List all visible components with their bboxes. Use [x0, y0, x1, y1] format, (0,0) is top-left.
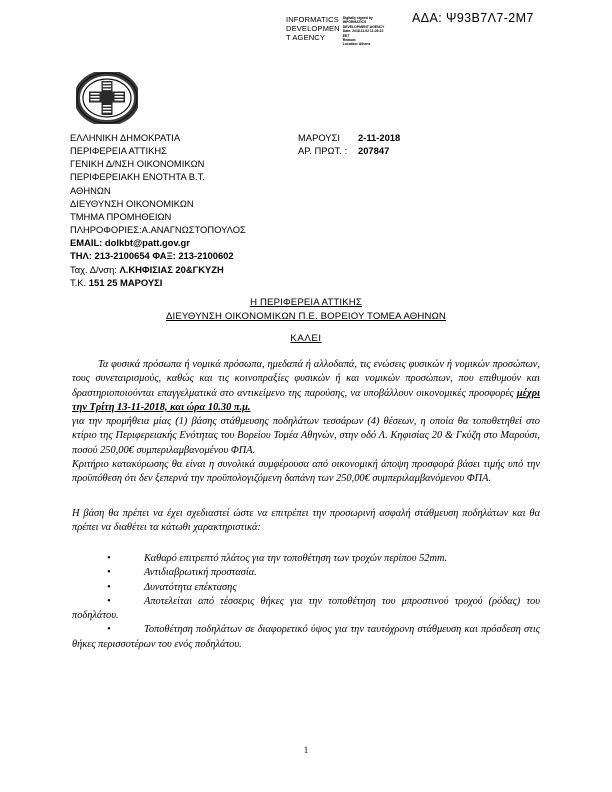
address-label: Ταχ. Δ/νση: [70, 263, 117, 275]
para1-part1: Τα φυσικά πρόσωπα ή νομικά πρόσωπα, ημεδαπά ή αλλοδαπά, τις ενώσεις φυσικών ή νομικών προσώπων, τους συνεταιρισμούς, καθώς και τις κοινοπραξίες φυσικών ή και νομικών προσώπων, που επιθυμούν και δραστηριοποιούνται επαγγελματικά στο αντικείμενο της παρούσης, να υποβάλλουν οικονομικές προσφορές [72, 359, 540, 399]
authority-line: ΑΘΗΝΩΝ [70, 184, 111, 196]
list-item-text: Τοποθέτηση ποδηλάτων σε διαφορετικό ύψος για την ταυτόχρονη στάθμευση και πρόσδεση στις θήκες περισσοτέρων του ενός ποδηλάτου. [72, 624, 540, 650]
list-item [72, 566, 540, 580]
document-date: 2-11-2018 [358, 132, 401, 143]
invites-heading [0, 333, 612, 344]
contact-person-line: ΠΛΗΡΟΦΟΡΙΕΣ:Α.ΑΝΑΓΝΩΣΤΟΠΟΥΛΟΣ [70, 224, 246, 236]
phone-fax-line [70, 249, 298, 262]
heading-line-1-text: Η ΠΕΡΙΦΕΡΕΙΑ ΑΤΤΙΚΗΣ [250, 297, 362, 308]
fax-value: 213-2100602 [178, 250, 234, 262]
list-item-text: Αντιδιαβρωτική προστασία. [144, 567, 257, 579]
specification-list [72, 552, 540, 652]
invites-heading-text: ΚΑΛΕΙ [290, 333, 322, 344]
ada-code: ΑΔΑ: Ψ93Β7Λ7-2Μ7 [412, 11, 534, 25]
authority-line: ΓΕΝΙΚΗ Δ/ΝΣΗ ΟΙΚΟΝΟΜΙΚΩΝ [70, 158, 205, 170]
list-item-text: Αποτελείται από τέσσερις θήκες για την τοποθέτηση του μπροστινού τροχού (ρόδας) του ποδηλάτου. [72, 595, 540, 622]
letterhead [70, 131, 550, 289]
fax-label: ΦΑΞ: [152, 250, 176, 262]
specification-paragraph: Η βάση θα πρέπει να έχει σχεδιαστεί ώστε να επιτρέπει την προσωρινή ασφαλή στάθμευση ποδηλάτων και θα πρέπει να διαθέτει τα κάτωθι χαρακτηριστικά: [72, 508, 540, 534]
authority-line: ΕΛΛΗΝΙΚΗ ΔΗΜΟΚΡΑΤΙΑ [70, 132, 181, 143]
list-item-text: Δυνατότητα επέκτασης [144, 581, 237, 593]
page-number: 1 [303, 745, 309, 755]
city-label: ΜΑΡΟΥΣΙ [298, 132, 340, 143]
protocol-line [298, 144, 400, 157]
ida-logo-line1: INFORMATICS [286, 15, 339, 24]
bullet-marker-icon: • [107, 595, 111, 607]
bullet-marker-icon: • [107, 567, 111, 579]
address-value: Λ.ΚΗΦΙΣΙΑΣ 20&ΓΚΥΖΗ [119, 263, 224, 275]
list-item [72, 595, 540, 624]
email-value: dolkbt@patt.gov.gr [104, 237, 190, 249]
heading-line-1 [0, 296, 612, 310]
ida-logo-line3: T AGENCY [286, 33, 326, 43]
ida-logo-text [286, 15, 340, 42]
date-protocol-block [298, 131, 400, 157]
para1-part3: Κριτήριο κατακύρωσης θα είναι η συνολικά συμφέρουσα από οικονομική άποψη προσφορά βάσει τιμής υπό την προϋπόθεση ότι δεν ξεπερνά την προϋπολογιζόμενη δαπάνη των 250,00€ συμπεριλαμβανόμενου ΦΠΑ. [72, 459, 540, 485]
authority-line: ΤΜΗΜΑ ΠΡΟΜΗΘΕΙΩΝ [70, 210, 172, 222]
signature-details-text: Digitally signed by INFORMATICS DEVELOPMENT AGENCY Date: 2018.11.02 11:26:22 EET Reason: Location: Athens [342, 16, 385, 47]
address-line [70, 263, 298, 276]
list-item-text: Καθαρό επιτρεπτό πλάτος για την τοποθέτηση των τροχών περίπου 52mm. [144, 553, 448, 564]
email-label: EMAIL: [70, 237, 103, 249]
authority-line: ΠΕΡΙΦΕΡΕΙΑ ΑΤΤΙΚΗΣ [70, 145, 167, 157]
phone-label: ΤΗΛ: [70, 250, 92, 262]
city-date-line [298, 131, 400, 144]
heading-line-2 [0, 310, 612, 324]
protocol-number: 207847 [358, 145, 390, 157]
document-heading [0, 296, 612, 324]
postcode-value: 151 25 ΜΑΡΟΥΣΙ [88, 276, 163, 288]
digital-signature-stamp [286, 15, 384, 47]
heading-line-2-text: ΔΙΕΥΘΥΝΣΗ ΟΙΚΟΝΟΜΙΚΩΝ Π.Ε. ΒΟΡΕΙΟΥ ΤΟΜΕΑ ΑΘΗΝΩΝ [166, 311, 446, 322]
list-item [72, 552, 540, 566]
list-item [72, 623, 540, 652]
phone-value: 213-2100654 [94, 250, 150, 262]
authority-line: ΔΙΕΥΘΥΝΣΗ ΟΙΚΟΝΟΜΙΚΩΝ [70, 197, 194, 209]
issuing-authority-block [70, 131, 298, 289]
email-line [70, 236, 298, 249]
main-paragraph [72, 358, 540, 487]
authority-line: ΠΕΡΙΦΕΡΕΙΑΚΗ ΕΝΟΤΗΤΑ Β.Τ. [70, 171, 205, 183]
hellenic-republic-emblem-icon [76, 72, 138, 124]
para1-part2: για την προμήθεια μίας (1) βάσης στάθμευσης ποδηλάτων τεσσάρων (4) θέσεων, η οποία θα τοποθετηθεί στο κτίριο της Περιφερειακής Ενότητας του Βορείου Τομέα Αθηνών, στην οδό Λ. Κηφισίας 20 & Γκύζη στο Μαρούσι, ποσού 250,00€ συμπεριλαμβανομένου ΦΠΑ. [72, 416, 540, 456]
ida-logo-line2: DEVELOPMEN [286, 24, 340, 34]
bullet-marker-icon: • [107, 624, 111, 636]
postcode-line [70, 276, 298, 289]
bullet-marker-icon: • [107, 581, 111, 593]
bullet-marker-icon: • [107, 553, 111, 564]
deadline-emphasis: μέχρι την Τρίτη 13-11-2018, και ώρα 10.30 π.μ. [72, 387, 540, 413]
list-item [72, 581, 540, 595]
protocol-label: ΑΡ. ΠΡΩΤ. : [298, 145, 348, 157]
postcode-label: Τ.Κ. [70, 276, 87, 288]
